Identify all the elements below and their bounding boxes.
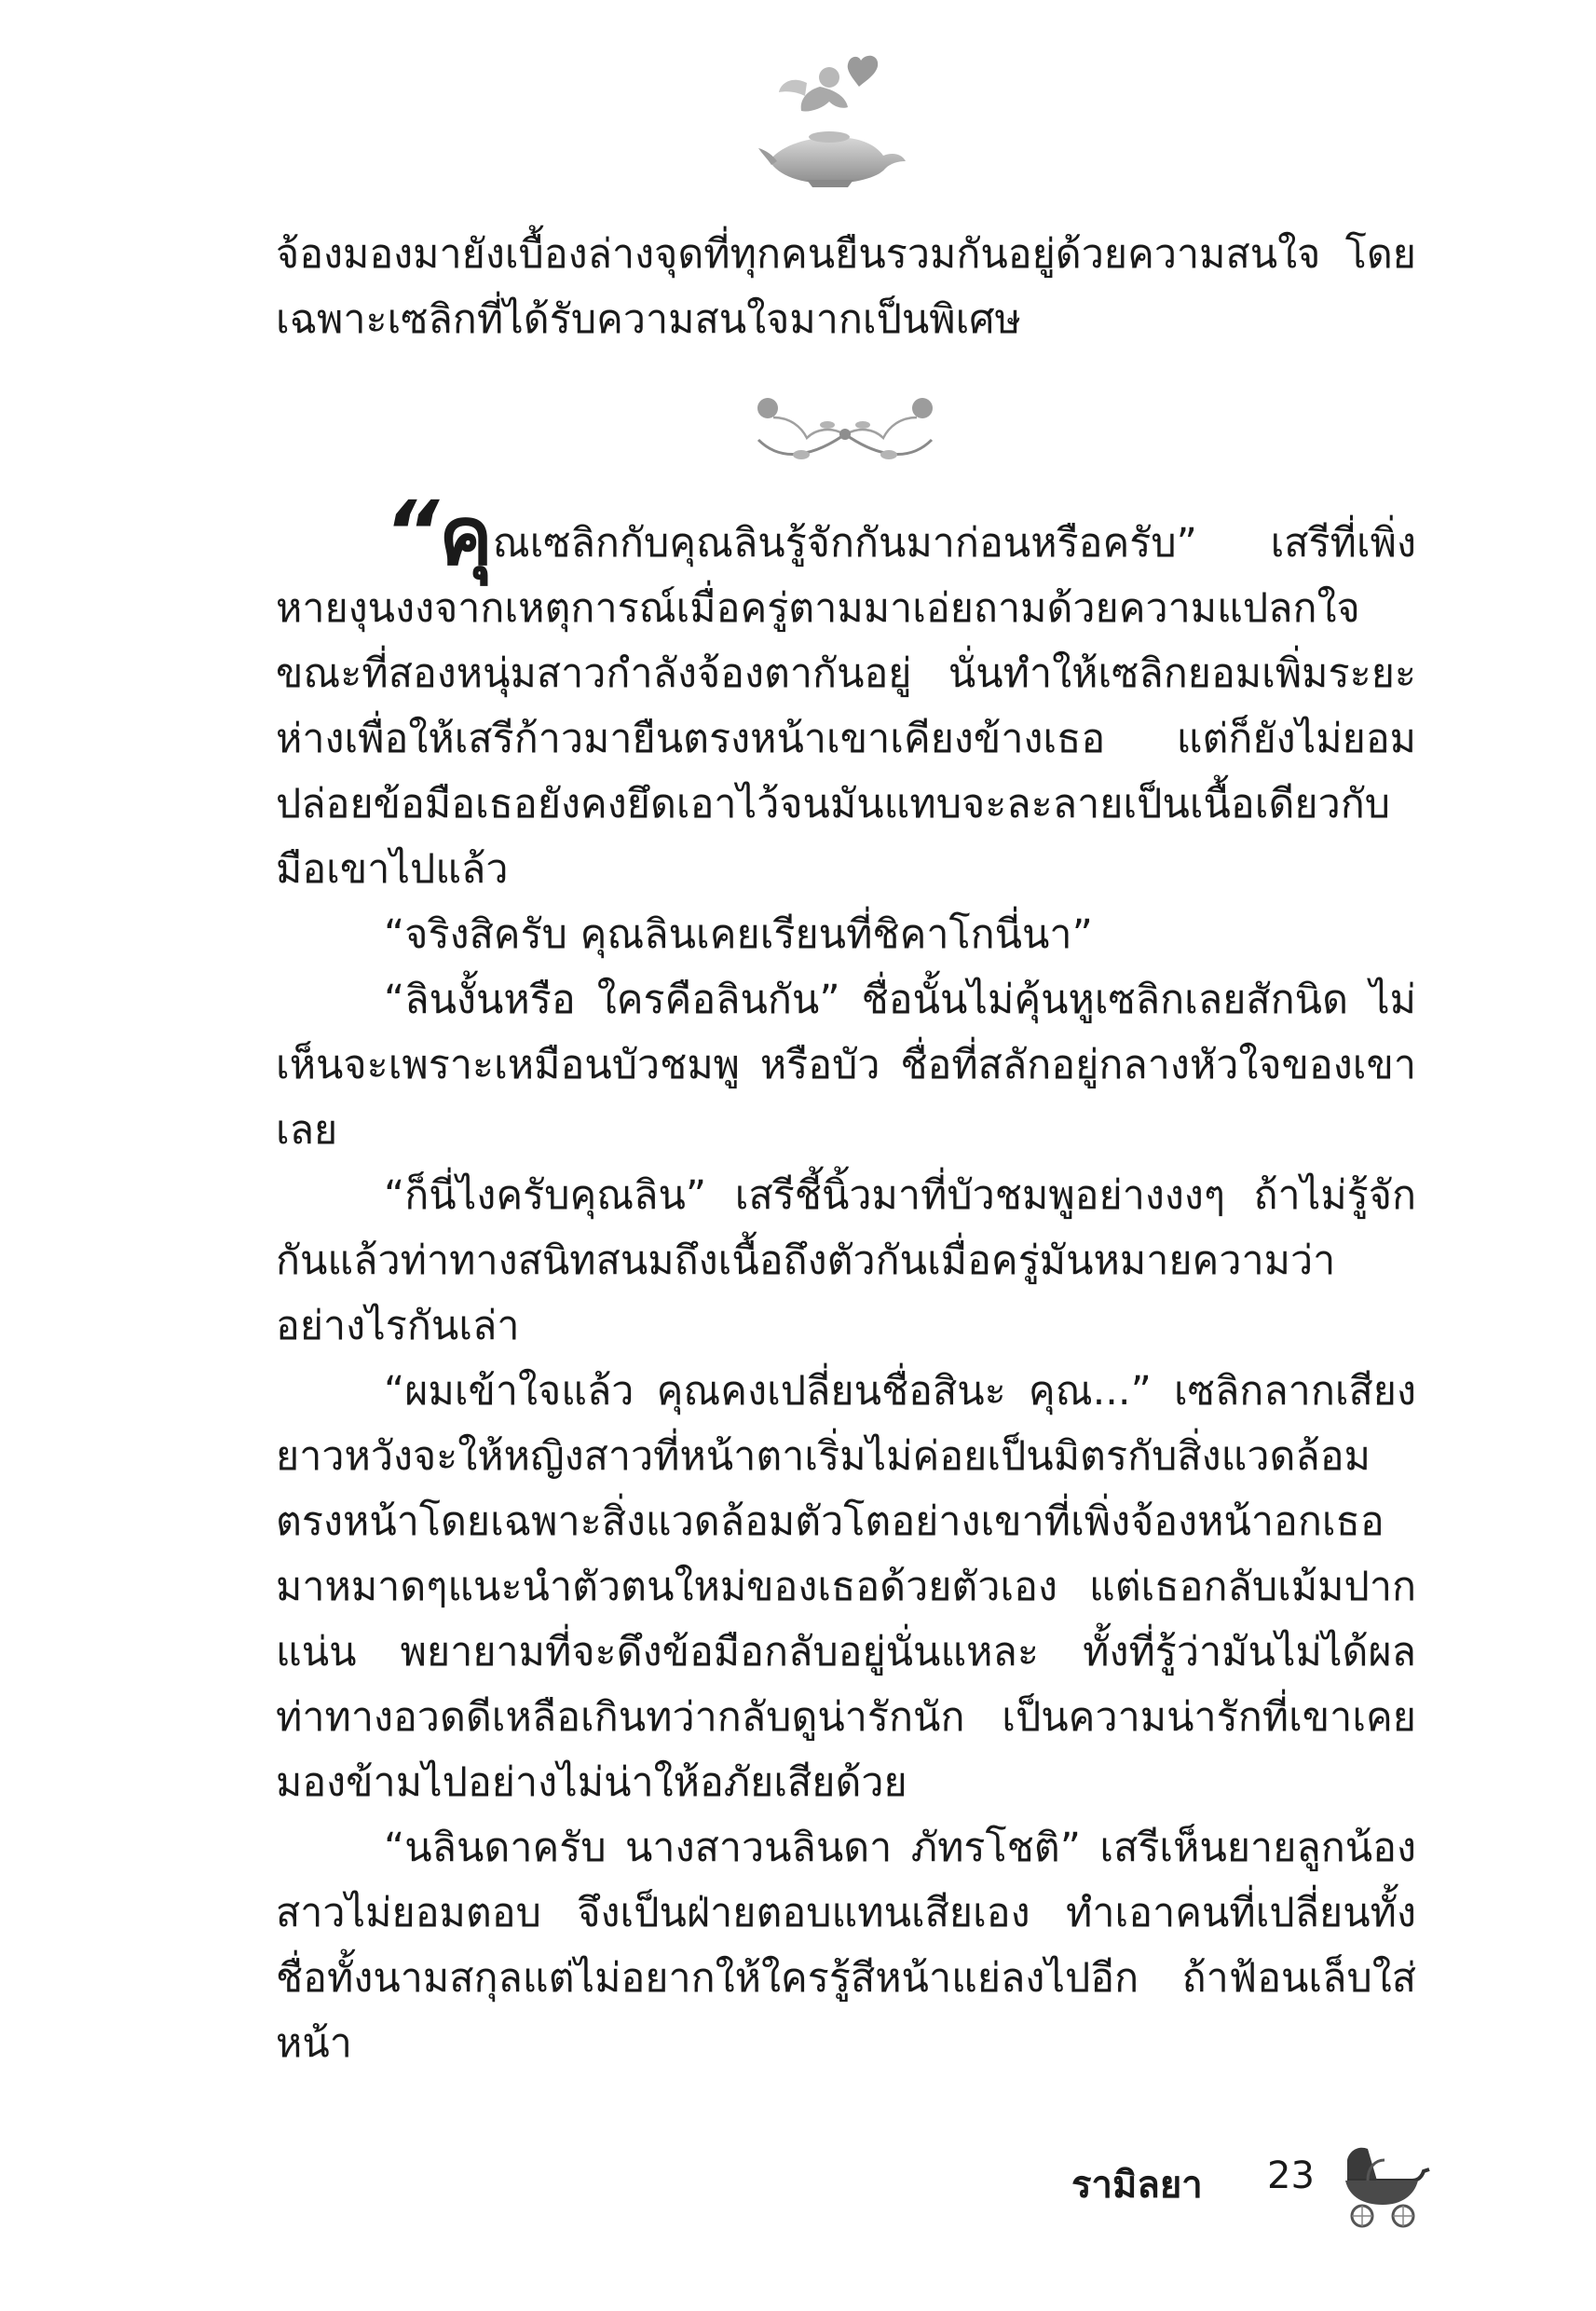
paragraph-4: “ก็นี่ไงครับคุณลิน” เสรีชี้นิ้วมาที่บัวชมพูอย่างงงๆ ถ้าไม่รู้จักกันแล้วท่าทางสนิทสนมถึงเนื้อถึงตัวกันเมื่อครู่มันหมายความว่าอย่างไรกันเล่า [276, 1172, 1416, 1349]
paragraph-3: “ลินงั้นหรือ ใครคือลินกัน” ชื่อนั้นไม่คุ้นหูเซลิกเลยสักนิด ไม่เห็นจะเพราะเหมือนบัวชมพู หรือบัว ชื่อที่สลักอยู่กลางหัวใจของเขาเลย [276, 977, 1416, 1154]
paragraph-1 [276, 483, 1416, 902]
baby-pram-icon [1340, 2140, 1433, 2229]
page-footer [1071, 2140, 1444, 2233]
paragraph-5: “ผมเข้าใจแล้ว คุณคงเปลี่ยนชื่อสินะ คุณ...” เซลิกลากเสียงยาวหวังจะให้หญิงสาวที่หน้าตาเริ่มไม่ค่อยเป็นมิตรกับสิ่งแวดล้อมตรงหน้าโดยเฉพาะสิ่งแวดล้อมตัวโตอย่างเขาที่เพิ่งจ้องหน้าอกเธอมาหมาดๆแนะนำตัวตนใหม่ของเธอด้วยตัวเอง แต่เธอกลับเม้มปากแน่น พยายามที่จะดึงข้อมือกลับอยู่นั่นแหละ ทั้งที่รู้ว่ามันไม่ได้ผล ท่าทางอวดดีเหลือเกินทว่ากลับดูน่ารักนัก เป็นความน่ารักที่เขาเคยมองข้ามไปอย่างไม่น่าให้อภัยเสียด้วย [276, 1368, 1416, 1806]
continuation-text: จ้องมองมายังเบื้องล่างจุดที่ทุกคนยืนรวมกันอยู่ด้วยความสนใจ โดยเฉพาะเซลิกที่ได้รับความสนใจมากเป็นพิเศษ [276, 231, 1416, 343]
dropcap-letter: คุ [439, 490, 493, 583]
book-title: รามิลยา [1071, 2164, 1203, 2207]
rose-vine-divider-icon [745, 380, 945, 473]
paragraph-2: “จริงสิครับ คุณลินเคยเรียนที่ชิคาโกนี่นา” [384, 911, 1093, 958]
dropcap-quote: “ [384, 483, 440, 582]
paragraph-6: “นลินดาครับ นางสาวนลินดา ภัทรโชติ” เสรีเห็นยายลูกน้องสาวไม่ยอมตอบ จึงเป็นฝ่ายตอบแทนเสียเอง ทำเอาคนที่เปลี่ยนทั้งชื่อทั้งนามสกุลแต่ไม่อยากให้ใครรู้สีหน้าแย่ลงไปอีก ถ้าฟ้อนเล็บใส่หน้า [276, 1825, 1416, 2067]
genie-lamp-cupid-icon [751, 51, 909, 191]
page-number: 23 [1267, 2154, 1315, 2197]
main-text [276, 483, 1416, 2076]
paragraph-1-text: ณเซลิกกับคุณลินรู้จักกันมาก่อนหรือครับ” เสรีที่เพิ่งหายงุนงงจากเหตุการณ์เมื่อครู่ตามมาเอ่ยถามด้วยความแปลกใจขณะที่สองหนุ่มสาวกำลังจ้องตากันอยู่ นั่นทำให้เซลิกยอมเพิ่มระยะห่างเพื่อให้เสรีก้าวมายืนตรงหน้าเขาเคียงข้างเธอ แต่ก็ยังไม่ยอมปล่อยข้อมือเธอยังคงยึดเอาไว้จนมันแทบจะละลายเป็นเนื้อเดียวกับมือเขาไปแล้ว [276, 520, 1416, 893]
continuation-paragraph [276, 222, 1416, 352]
